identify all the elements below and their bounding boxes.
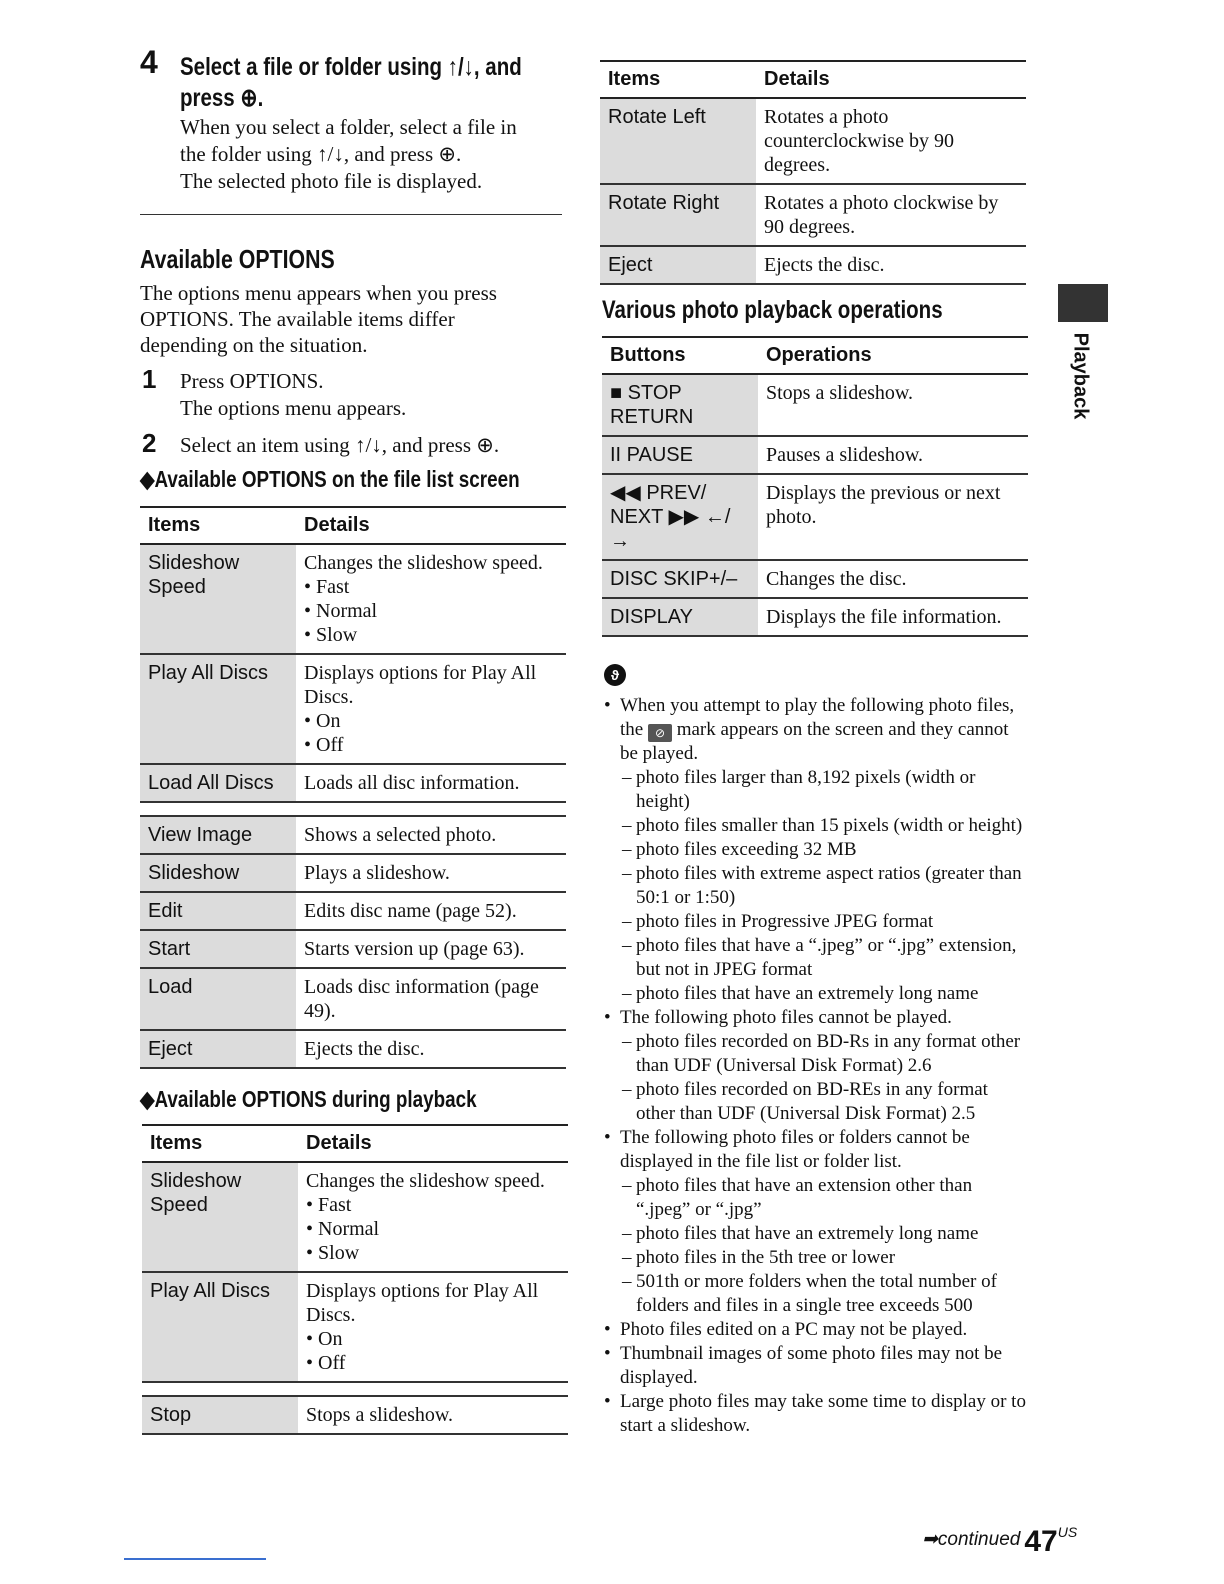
table-row [140,764,566,802]
table-row [140,1030,566,1068]
table-row [140,854,566,892]
col-details: Details [756,61,1026,98]
table-row [600,184,1026,246]
detail-cell: Loads all disc information. [296,764,566,802]
list-item: – photo files with extreme aspect ratios (greater than 50:1 or 1:50) [636,862,1028,910]
item-cell: Start [140,930,296,968]
step-number: 4 [140,44,158,80]
col-items: Items [600,61,756,98]
file-list-options-table [140,506,566,1069]
item-cell: View Image [140,816,296,854]
list-item: • The following photo files cannot be played. – photo files recorded on BD-Rs in any format other than UDF (Universal Disk Format) 2.6 – photo files recorded on BD-REs in any format other than UDF (Universal Disk Format) 2.5 [620,1006,1028,1126]
hint-icon: ϑ [604,664,626,686]
playback-options-table [142,1124,568,1435]
step-heading: Select a file or folder using ↑/↓, and press ⊕. [180,53,522,112]
table-gap [142,1382,568,1396]
list-item: – photo files larger than 8,192 pixels (width or height) [636,766,1028,814]
list-item: • The following photo files or folders cannot be displayed in the file list or folder list. – photo files that have an extension other than “.jpeg” or “.jpg” – photo files that have an extremely long name – photo files in the 5th tree or lower – 501th or more folders when the total number of folders and files in a single tree exceeds 500 [620,1126,1028,1318]
operation-cell: Displays the file information. [758,598,1028,636]
table-row [140,968,566,1030]
intro-paragraph: The options menu appears when you press OPTIONS. The available items differ depending on the situation. [140,281,497,357]
button-cell: ◀◀ PREV/ NEXT ▶▶ ←/→ [602,474,758,560]
col-details: Details [298,1125,568,1162]
region-suffix: US [1057,1524,1078,1540]
item-cell: Eject [600,246,756,284]
button-cell: DISPLAY [602,598,758,636]
side-section-label: Playback [1069,332,1092,420]
detail-cell: Plays a slideshow. [296,854,566,892]
operation-cell: Stops a slideshow. [758,374,1028,436]
item-cell: Slideshow [140,854,296,892]
item-cell: Rotate Right [600,184,756,246]
step-1-number: 1 [142,364,157,394]
step-body: When you select a folder, select a file in the folder using ↑/↓, and press ⊕. The selected photo file is displayed. [180,115,517,193]
item-cell: Play All Discs [142,1272,298,1382]
playback-operations-table [602,336,1028,637]
operation-cell: Displays the previous or next photo. [758,474,1028,560]
button-cell: ■ STOP RETURN [602,374,758,436]
table-row [602,598,1028,636]
table-row [142,1272,568,1382]
col-buttons: Buttons [602,337,758,374]
step-2-text: Select an item using ↑/↓, and press ⊕. [180,433,500,457]
playback-title: ◆Available OPTIONS during playback [140,1086,477,1112]
col-items: Items [142,1125,298,1162]
no-image-icon: ⊘ [648,724,672,742]
table-row [600,246,1026,284]
col-details: Details [296,507,566,544]
table-row [140,930,566,968]
detail-cell: Changes the slideshow speed. • Fast • Normal • Slow [296,544,566,654]
list-item: – 501th or more folders when the total number of folders and files in a single tree exceeds 500 [636,1270,1028,1318]
table-gap [140,802,566,816]
button-cell: DISC SKIP+/– [602,560,758,598]
table-row [140,816,566,854]
list-item: – photo files that have an extremely long name [636,982,1028,1006]
col-items: Items [140,507,296,544]
step-2-number: 2 [142,428,157,458]
operation-cell: Pauses a slideshow. [758,436,1028,474]
table-row [140,892,566,930]
list-item: – photo files exceeding 32 MB [636,838,1028,862]
section-title: Available OPTIONS [140,244,335,274]
detail-cell: Rotates a photo clockwise by 90 degrees. [756,184,1026,246]
list-item: – photo files that have an extension other than “.jpeg” or “.jpg” [636,1174,1028,1222]
table-row [140,544,566,654]
page-number: 47 [1024,1525,1058,1558]
list-item: – photo files in Progressive JPEG format [636,910,1028,934]
button-cell: II PAUSE [602,436,758,474]
detail-cell: Loads disc information (page 49). [296,968,566,1030]
list-item: • When you attempt to play the following photo files, the ⊘ mark appears on the screen and they cannot be played. – photo files larger than 8,192 pixels (width or height) – photo files smaller than 15 pixels (width or height) – photo files exceeding 32 MB – photo files with extreme aspect ratios (greater than 50:1 or 1:50) – photo files in Progressive JPEG format – photo files that have a “.jpeg” or “.jpg” extension, but not in JPEG format – photo files that have an extremely long name [620,694,1028,1006]
page-footer [922,1524,1077,1559]
notes-list [600,694,1028,1438]
continued-label: ➡continued [922,1529,1021,1550]
ops-title: Various photo playback operations [602,296,943,324]
list-item: • Photo files edited on a PC may not be played. [620,1318,1028,1342]
divider [140,214,562,215]
item-cell: Edit [140,892,296,930]
item-cell: Load All Discs [140,764,296,802]
table-row [602,560,1028,598]
detail-cell: Starts version up (page 63). [296,930,566,968]
item-cell: Rotate Left [600,98,756,184]
detail-cell: Ejects the disc. [756,246,1026,284]
table-row [140,654,566,764]
item-cell: Play All Discs [140,654,296,764]
list-item: • Thumbnail images of some photo files may not be displayed. [620,1342,1028,1390]
list-item: – photo files that have a “.jpeg” or “.jpg” extension, but not in JPEG format [636,934,1028,982]
bottom-line [124,1558,266,1560]
detail-cell: Displays options for Play All Discs. • On • Off [298,1272,568,1382]
table-row [602,374,1028,436]
item-cell: Eject [140,1030,296,1068]
item-cell: Load [140,968,296,1030]
table-row [142,1162,568,1272]
list-item: – photo files that have an extremely long name [636,1222,1028,1246]
detail-cell: Stops a slideshow. [298,1396,568,1434]
list-item: • Large photo files may take some time to display or to start a slideshow. [620,1390,1028,1438]
operation-cell: Changes the disc. [758,560,1028,598]
table-row [142,1396,568,1434]
file-list-title: ◆Available OPTIONS on the file list screen [140,466,520,492]
list-item: – photo files recorded on BD-Rs in any format other than UDF (Universal Disk Format) 2.6 [636,1030,1028,1078]
section-tab-marker [1058,284,1108,322]
detail-cell: Rotates a photo counterclockwise by 90 degrees. [756,98,1026,184]
list-item: – photo files recorded on BD-REs in any format other than UDF (Universal Disk Format) 2.5 [636,1078,1028,1126]
item-cell: Stop [142,1396,298,1434]
detail-cell: Shows a selected photo. [296,816,566,854]
detail-cell: Displays options for Play All Discs. • On • Off [296,654,566,764]
col-operations: Operations [758,337,1028,374]
detail-cell: Ejects the disc. [296,1030,566,1068]
detail-cell: Edits disc name (page 52). [296,892,566,930]
rotate-options-table [600,60,1026,285]
table-row [600,98,1026,184]
item-cell: Slideshow Speed [142,1162,298,1272]
item-cell: Slideshow Speed [140,544,296,654]
step-1-text: Press OPTIONS. The options menu appears. [180,369,407,420]
table-row [602,436,1028,474]
list-item: – photo files in the 5th tree or lower [636,1246,1028,1270]
detail-cell: Changes the slideshow speed. • Fast • Normal • Slow [298,1162,568,1272]
table-row [602,474,1028,560]
list-item: – photo files smaller than 15 pixels (width or height) [636,814,1028,838]
